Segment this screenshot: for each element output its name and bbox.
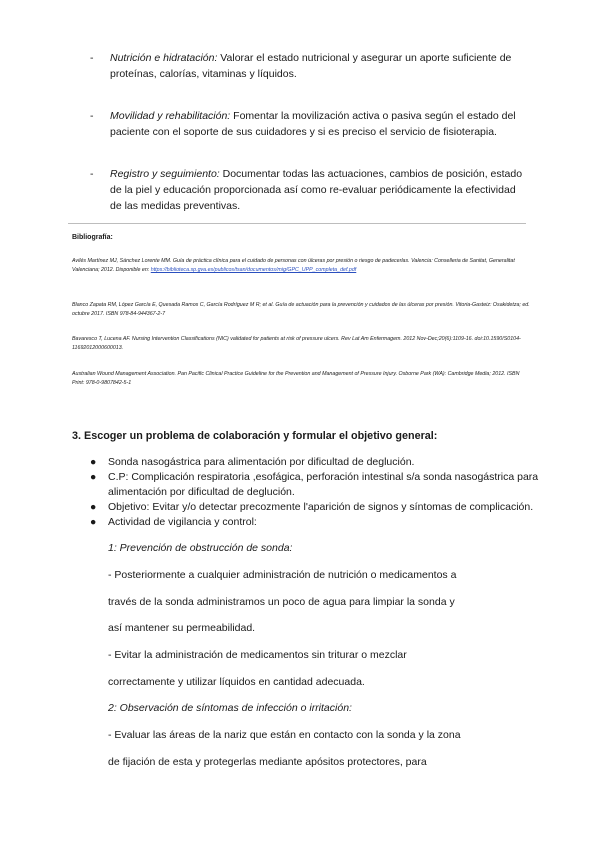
- section-divider: [68, 223, 526, 224]
- list-item-text: Sonda nasogástrica para alimentación por dificultad de deglución.: [108, 456, 415, 468]
- bibliography-title: Bibliografía:: [72, 234, 113, 241]
- list-item-text: Objetivo: Evitar y/o detectar precozmente l'aparición de signos y síntomas de complicación.: [108, 501, 534, 513]
- dash-item-records: [90, 166, 530, 214]
- paragraph-line: de fijación de esta y protegerlas mediante apósitos protectores, para: [108, 756, 427, 768]
- reference-2: [72, 301, 532, 319]
- paragraph-line: - Evaluar las áreas de la nariz que están en contacto con la sonda y la zona: [108, 729, 461, 741]
- bullet-dot: ●: [90, 471, 97, 483]
- dash-item-mobility: [90, 108, 530, 140]
- paragraph-line: correctamente y utilizar líquidos en cantidad adecuada.: [108, 676, 365, 688]
- section-heading: 3. Escoger un problema de colaboración y formular el objetivo general:: [72, 430, 438, 442]
- list-item-text: C.P: Complicación respiratoria ,esofágica, perforación intestinal s/a sonda nasogástrica para alimentación por dificultad de deglución.: [108, 471, 539, 498]
- dash-text: Fomentar la movilización activa o pasiva según el estado del paciente con el soporte de sus cuidadores y si es preciso el servicio de fisioterapia.: [110, 110, 516, 138]
- reference-text: Avilés Martínez MJ, Sánchez Lorente MM. Guía de práctica clínica para el cuidado de personas con úlceras por presión o riesgo de padecerlas. Valencia: Conselleria de Sanitat, Generalitat Valenciana; 2012. Disponible en:: [72, 258, 515, 273]
- paragraph-line: - Posteriormente a cualquier administración de nutrición o medicamentos a: [108, 569, 457, 581]
- list-item: [90, 500, 570, 515]
- dash-lead: Nutrición e hidratación:: [110, 52, 218, 64]
- reference-link[interactable]: https://biblioteca.sp.gva.es/publicos/tsan/documentos/mig/GPC_UPP_completa_def.pdf: [150, 267, 357, 273]
- dash-item-nutrition: [90, 50, 530, 82]
- reference-4: [72, 370, 532, 388]
- paragraph-line: así mantener su permeabilidad.: [108, 622, 256, 634]
- bullet-dot: ●: [90, 516, 97, 528]
- list-item: [90, 470, 570, 500]
- reference-text: Blanco Zapata RM, López García E, Quesada Ramos C, García Rodríguez M R; et al. Guía de actuación para la prevención y cuidados de las úlceras por presión. Vitoria-Gasteiz: Osakidetza; ed. octubre 2017. ISBN 978-84-944367-2-7: [72, 302, 530, 317]
- bullet-dot: ●: [90, 456, 97, 468]
- dash-lead: Movilidad y rehabilitación:: [110, 110, 231, 122]
- reference-text: Australian Wound Management Association. Pan Pacific Clinical Practice Guideline for the Prevention and Management of Pressure Injury. Osborne Park (WA): Cambridge Media; 2012. ISBN Print: 978-0-9807842-5-1: [72, 371, 520, 386]
- list-item-text: Actividad de vigilancia y control:: [108, 516, 257, 528]
- dash-bullet: -: [90, 52, 94, 64]
- reference-3: [72, 335, 532, 353]
- bullet-dot: ●: [90, 501, 97, 513]
- reference-1: [72, 257, 532, 275]
- bullet-list: [90, 455, 570, 530]
- dash-text: Documentar todas las actuaciones, cambios de posición, estado de la piel y educación proporcionada así como re-evaluar periódicamente la efectividad de las medidas preventivas.: [110, 168, 523, 212]
- dash-text: Valorar el estado nutricional y asegurar un aporte suficiente de proteínas, calorías, vitaminas y líquidos.: [110, 52, 512, 80]
- dash-lead: Registro y seguimiento:: [110, 168, 220, 180]
- paragraph-line: - Evitar la administración de medicamentos sin triturar o mezclar: [108, 649, 407, 661]
- dash-bullet: -: [90, 168, 94, 180]
- subheading-obstruction: 1: Prevención de obstrucción de sonda:: [108, 542, 293, 554]
- list-item: [90, 515, 570, 530]
- list-item: [90, 455, 570, 470]
- dash-bullet: -: [90, 110, 94, 122]
- reference-text: Bavaresco T, Lucena AF. Nursing Intervention Classifications (NIC) validated for patients at risk of pressure ulcers. Rev Lat Am Enfermagem. 2012 Nov-Dec;20(6):1109-16. doi:10.1590/S0104-11692012000600013.: [72, 336, 521, 351]
- subheading-infection: 2: Observación de síntomas de infección o irritación:: [108, 702, 352, 714]
- paragraph-line: través de la sonda administramos un poco de agua para limpiar la sonda y: [108, 596, 455, 608]
